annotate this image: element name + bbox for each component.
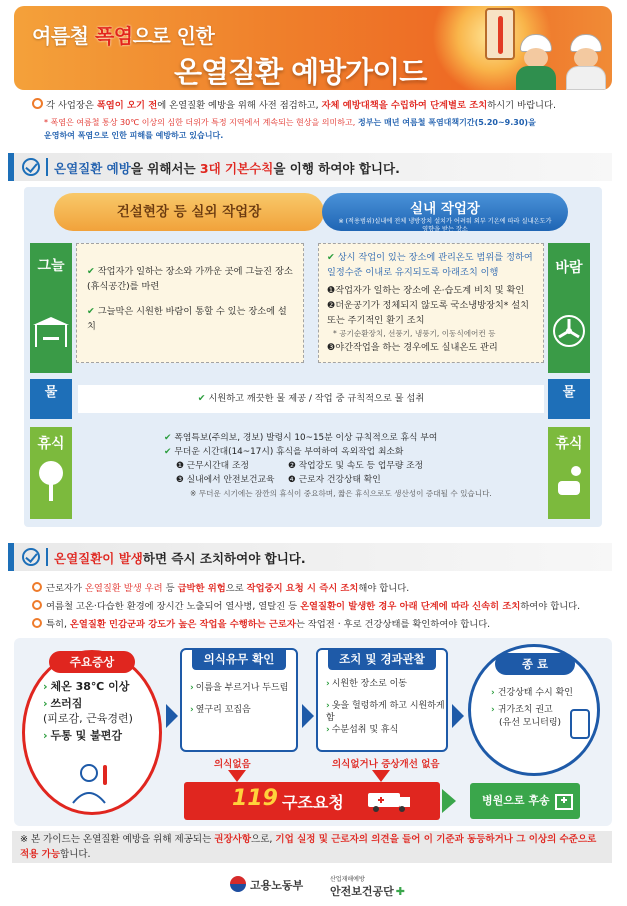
water-rule: ✔ 시원하고 깨끗한 물 제공 / 작업 중 규칙적으로 물 섭취 xyxy=(78,385,544,413)
wind-rules: ✔ 상시 작업이 있는 장소에 관리온도 범위를 정하여 일정수준 이내로 유지되도록 아래조치 이행 ❶작업자가 일하는 장소에 온·습도계 비치 및 확인 ❷더운공기가 정체되지 않도록 국소냉방장치* 설치 또는 주기적인 환기 조치 * 공기순환장치, 선풍기, 냉풍기, 이동식에어컨 등 ❸야간작업을 하는 경우에도 실내온도 관리 xyxy=(318,243,544,363)
worker-illustration xyxy=(512,34,560,90)
water-label-block: 물 xyxy=(30,379,72,419)
rest-rules: ✔ 폭염특보(주의보, 경보) 발령시 10~15분 이상 규칙적으로 휴식 부여 ✔ 무더운 시간대(14~17시) 휴식을 부여하여 옥외작업 최소화 ❶ 근무시간대 조정 ❷ 작업강도 및 속도 등 업무량 조정 ❸ 실내에서 안전보건교육 ❹ 근로자 건강상태 확인 ※ 무더운 시기에는 잠깐의 휴식이 중요하며, 짧은 휴식으로도 생산성이 증대될 수 있습니다. xyxy=(164,433,492,498)
canopy-icon xyxy=(31,315,71,349)
rules-panel xyxy=(24,187,602,527)
wind-label-block: 바람 xyxy=(548,243,590,373)
header-subtitle: 여름철 폭염으로 인한 xyxy=(32,24,215,48)
rest-label-block: 휴식 xyxy=(30,427,72,519)
step-end: 종 료 › 건강상태 수시 확인 › 귀가조치 권고 (유선 모니터링) xyxy=(468,644,600,776)
outdoor-heading: 건설현장 등 실외 작업장 xyxy=(54,193,324,231)
shade-rules: ✔ 작업자가 일하는 장소와 가까운 곳에 그늘진 장소(휴식공간)를 마련 ✔ 그늘막은 시원한 바람이 통할 수 있는 장소에 설치 xyxy=(76,243,304,363)
ambulance-icon xyxy=(366,789,414,813)
section-heading-emergency: 온열질환이 발생하면 즉시 조치하여야 합니다. xyxy=(8,543,612,571)
bullet-icon xyxy=(32,98,43,109)
bullet-icon xyxy=(32,600,42,610)
intro-paragraph: 각 사업장은 폭염이 오기 전에 온열질환 예방을 위해 사전 점검하고, 자체 예방대책을 수립하여 단계별로 조치하시기 바랍니다. xyxy=(32,98,612,114)
arrow-icon xyxy=(452,704,464,728)
sick-person-icon xyxy=(65,761,121,805)
water-label-block-right: 물 xyxy=(548,379,590,419)
arrow-icon xyxy=(302,704,314,728)
resting-person-icon xyxy=(552,463,586,503)
taegeuk-icon xyxy=(230,876,246,892)
down-arrow-icon xyxy=(228,770,246,782)
hospital-transport: 병원으로 후송 xyxy=(470,783,580,819)
tree-icon xyxy=(34,459,68,503)
header-banner xyxy=(14,6,612,90)
down-arrow-icon xyxy=(372,770,390,782)
symptoms-oval xyxy=(22,650,162,815)
indoor-heading: 실내 작업장 ※ (적용범위)실내에 전체 냉방장치 설치가 어려워 외부 기온에 따라 실내온도가 영향을 받는 장소 xyxy=(322,193,568,231)
rescue-119-button: 119 구조요청 xyxy=(184,782,440,820)
footer-note: ※ 본 가이드는 온열질환 예방을 위해 제공되는 권장사항으로, 기업 실정 및 근로자의 의견을 들어 이 기준과 동등하거나 그 이상의 수준으로 적용 가능합니다. xyxy=(12,831,612,863)
rest-label-block-right: 휴식 xyxy=(548,427,590,519)
symptoms-title: 주요증상 xyxy=(49,651,135,673)
step-action-observe: 조치 및 경과관찰 › 시원한 장소로 이동 › 옷을 헐렁하게 하고 시원하게 함 › 수분섭취 및 휴식 xyxy=(316,648,448,752)
symptoms-list: › 체온 38℃ 이상 › 쓰러짐 (피로감, 근육경련) › 두통 및 불편감 xyxy=(43,680,133,742)
hospital-icon xyxy=(554,791,574,811)
thermometer-icon xyxy=(485,8,515,60)
cross-icon: ✚ xyxy=(395,885,405,898)
check-circle-icon xyxy=(22,548,40,566)
bullet-icon xyxy=(32,618,42,628)
ministry-logo: 고용노동부 xyxy=(230,876,303,893)
check-circle-icon xyxy=(22,158,40,176)
shade-label-block: 그늘 xyxy=(30,243,72,373)
emergency-instructions: 근로자가 온열질환 발생 우려 등 급박한 위험으로 작업중지 요청 시 즉시 조치해야 합니다. 여름철 고온·다습한 환경에 장시간 노출되어 열사병, 열탈진 등 온열질환이 발생한 경우 아래 단계에 따라 신속히 조치하여야 합니다. 특히, 온열질환 민감군과 강도가 높은 작업을 수행하는 근로자는 작업전 · 후로 건강상태를 확인하여야 합니다. xyxy=(32,580,612,634)
page-title: 온열질환 예방가이드 xyxy=(174,55,427,89)
bullet-icon xyxy=(32,582,42,592)
label-unconscious: 의식없음 xyxy=(214,759,251,770)
phone-icon xyxy=(569,709,591,739)
arrow-icon xyxy=(166,704,178,728)
worker-illustration xyxy=(562,34,610,90)
intro-note: * 폭염은 여름철 통상 30℃ 이상의 심한 더위가 특정 지역에서 계속되는 현상을 의미하고, 정부는 매년 여름철 폭염대책기간(5.20~9.30)을 운영하여 폭염으로 인한 피해를 예방하고 있습니다. xyxy=(44,118,536,140)
label-no-improvement: 의식없거나 증상개선 없음 xyxy=(332,759,440,770)
arrow-icon xyxy=(442,789,456,813)
section-heading-rules: 온열질환 예방을 위해서는 3대 기본수칙을 이행 하여야 합니다. xyxy=(8,153,612,181)
kosha-logo: 산업재해예방 안전보건공단 ✚ xyxy=(330,876,405,898)
step-consciousness-check: 의식유무 확인 › 이름을 부르거나 두드림 › 옆구리 꼬집음 xyxy=(180,648,298,752)
fan-icon xyxy=(551,313,587,349)
